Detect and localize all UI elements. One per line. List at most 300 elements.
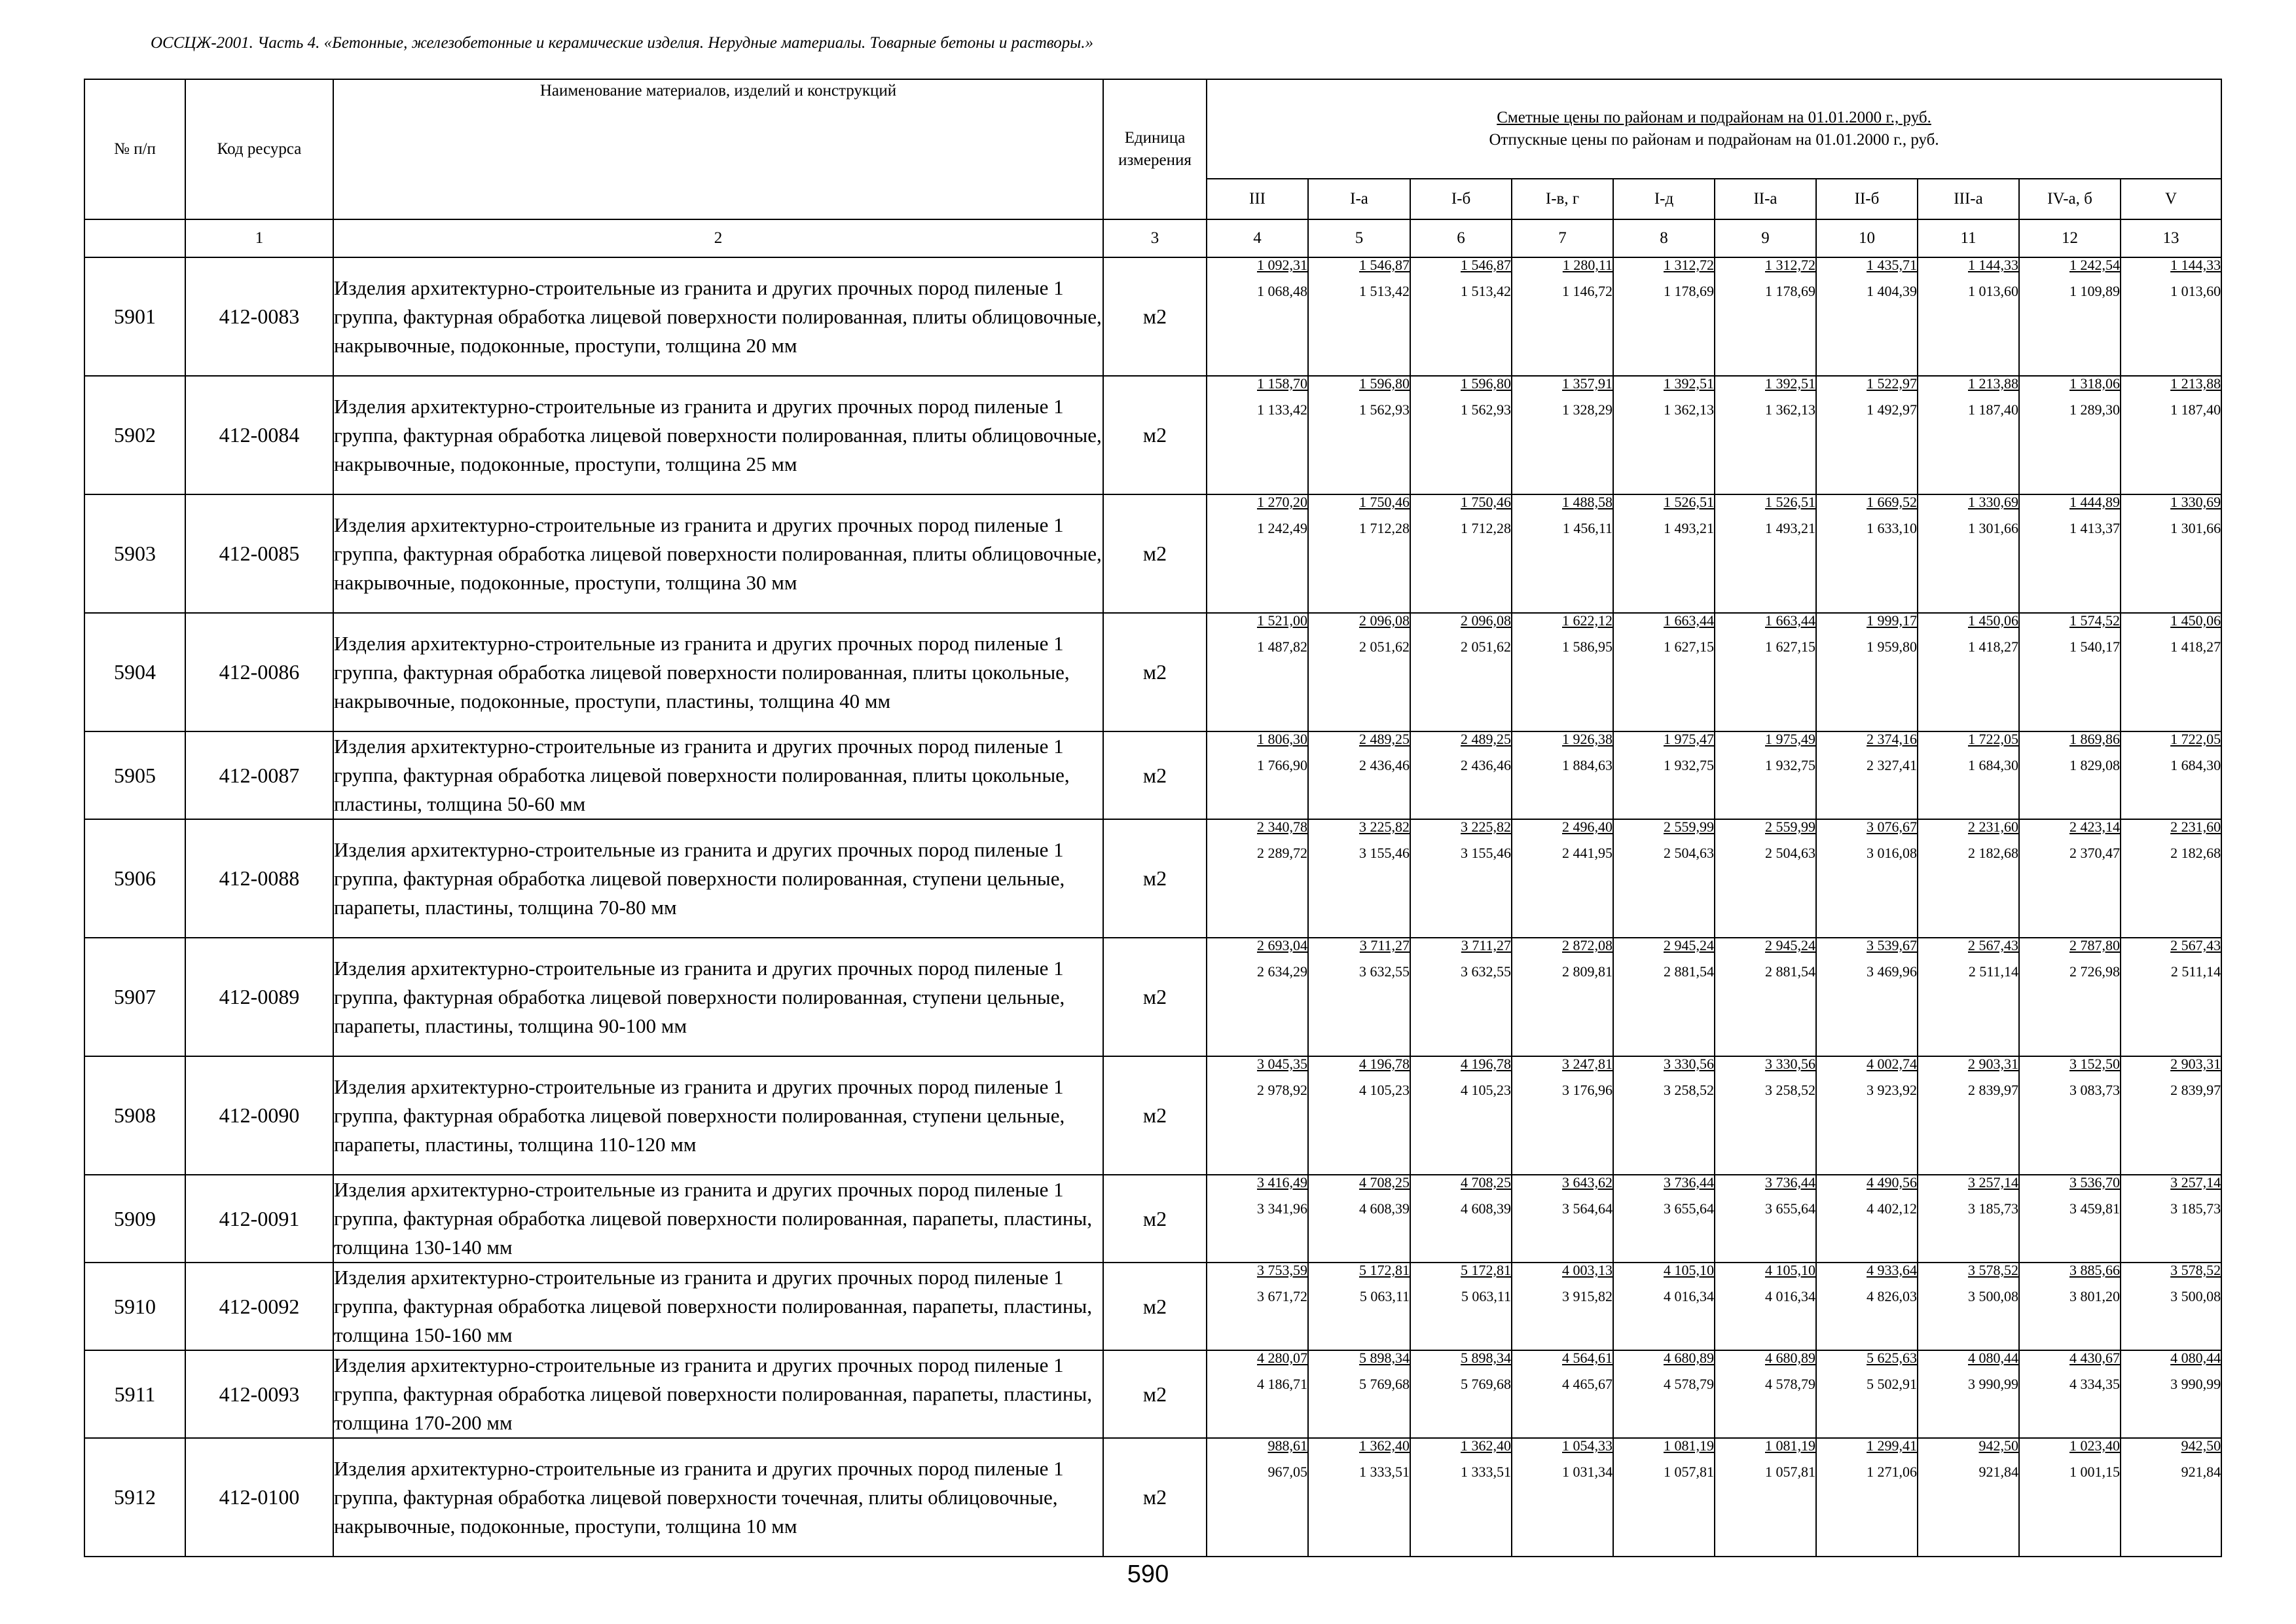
release-price: 4 186,71: [1257, 1376, 1307, 1392]
estimate-price: 1 444,89: [2069, 494, 2120, 510]
estimate-price: 4 196,78: [1461, 1056, 1511, 1072]
region-header: III-а: [1918, 179, 2019, 219]
price-cell: [2121, 1350, 2221, 1438]
estimate-price: 4 680,89: [1765, 1350, 1815, 1366]
release-price: 3 258,52: [1765, 1082, 1815, 1098]
release-price: 1 242,49: [1257, 520, 1307, 536]
price-cell: [1918, 257, 2019, 376]
release-price: 2 289,72: [1257, 845, 1307, 861]
estimate-price: 2 496,40: [1562, 819, 1613, 835]
region-header: IV-а, б: [2019, 179, 2121, 219]
unit-of-measure: м2: [1103, 376, 1207, 494]
price-cell: [1613, 257, 1715, 376]
price-cell: [1512, 494, 1613, 613]
price-cell: [1715, 1438, 1816, 1557]
estimate-price: 2 787,80: [2069, 937, 2120, 953]
estimate-price: 1 521,00: [1257, 612, 1307, 629]
release-price: 3 459,81: [2069, 1200, 2120, 1217]
price-cell: [1816, 938, 1918, 1056]
estimate-price: 3 736,44: [1765, 1174, 1815, 1190]
price-cell: [1918, 1438, 2019, 1557]
unit-of-measure: м2: [1103, 257, 1207, 376]
release-price: 1 187,40: [1968, 401, 2018, 418]
release-price: 1 540,17: [2069, 638, 2120, 655]
release-price: 4 016,34: [1765, 1288, 1815, 1304]
release-price: 1 959,80: [1867, 638, 1917, 655]
estimate-price: 4 708,25: [1461, 1174, 1511, 1190]
price-cell: [1512, 1438, 1613, 1557]
price-cell: [1410, 1056, 1512, 1175]
estimate-price: 3 578,52: [2170, 1262, 2221, 1278]
price-cell: [1918, 1350, 2019, 1438]
estimate-price: 5 625,63: [1867, 1350, 1917, 1366]
estimate-price: 1 596,80: [1461, 375, 1511, 392]
release-price: 1 133,42: [1257, 401, 1307, 418]
release-price: 1 513,42: [1461, 283, 1511, 299]
row-number: 5909: [84, 1175, 185, 1263]
price-cell: [1308, 938, 1410, 1056]
release-price: 2 051,62: [1461, 638, 1511, 655]
col-header-unit: Единица измерения: [1103, 79, 1207, 219]
material-name: Изделия архитектурно-строительные из гранита и других прочных пород пиленые 1 группа, фактурная обработка лицевой поверхности полированная, плиты цокольные, пластины, толщина 50-60 мм: [333, 731, 1103, 819]
release-price: 2 504,63: [1664, 845, 1714, 861]
price-cell: [1613, 494, 1715, 613]
price-cell: [1308, 494, 1410, 613]
material-name: Изделия архитектурно-строительные из гранита и других прочных пород пиленые 1 группа, фактурная обработка лицевой поверхности полированная, ступени цельные, парапеты, пластины, толщина 110-120 мм: [333, 1056, 1103, 1175]
estimate-price: 1 362,40: [1359, 1437, 1410, 1454]
table-row: [84, 1056, 2221, 1175]
price-cell: [2121, 1175, 2221, 1263]
estimate-price: 1 526,51: [1765, 494, 1815, 510]
price-cell: [1613, 376, 1715, 494]
release-price: 1 766,90: [1257, 757, 1307, 773]
resource-code: 412-0092: [185, 1263, 333, 1350]
estimate-price: 1 330,69: [1968, 494, 2018, 510]
release-price: 1 178,69: [1664, 283, 1714, 299]
resource-code: 412-0100: [185, 1438, 333, 1557]
material-name: Изделия архитектурно-строительные из гранита и других прочных пород пиленые 1 группа, фактурная обработка лицевой поверхности полированная, ступени цельные, парапеты, пластины, толщина 70-80 мм: [333, 819, 1103, 938]
resource-code: 412-0088: [185, 819, 333, 938]
estimate-price: 3 257,14: [2170, 1174, 2221, 1190]
index-cell: 13: [2121, 219, 2221, 257]
estimate-price: 3 045,35: [1257, 1056, 1307, 1072]
row-number: 5903: [84, 494, 185, 613]
release-price: 3 500,08: [2170, 1288, 2221, 1304]
release-price: 2 881,54: [1664, 963, 1714, 980]
release-price: 1 333,51: [1359, 1464, 1410, 1480]
estimate-price: 3 257,14: [1968, 1174, 2018, 1190]
estimate-price: 2 340,78: [1257, 819, 1307, 835]
release-price: 4 016,34: [1664, 1288, 1714, 1304]
release-price: 1 712,28: [1461, 520, 1511, 536]
unit-of-measure: м2: [1103, 1438, 1207, 1557]
resource-code: 412-0091: [185, 1175, 333, 1263]
release-price: 2 441,95: [1562, 845, 1613, 861]
release-price: 4 578,79: [1664, 1376, 1714, 1392]
estimate-price: 2 374,16: [1867, 731, 1917, 747]
release-price: 4 105,23: [1461, 1082, 1511, 1098]
price-cell: [1512, 819, 1613, 938]
release-price: 2 370,47: [2069, 845, 2120, 861]
estimate-price: 2 489,25: [1461, 731, 1511, 747]
estimate-price: 5 898,34: [1461, 1350, 1511, 1366]
release-price: 1 932,75: [1664, 757, 1714, 773]
release-price: 3 564,64: [1562, 1200, 1613, 1217]
estimate-price: 1 330,69: [2170, 494, 2221, 510]
price-cell: [1512, 257, 1613, 376]
price-cell: [1715, 731, 1816, 819]
material-name: Изделия архитектурно-строительные из гранита и других прочных пород пиленые 1 группа, фактурная обработка лицевой поверхности полированная, плиты цокольные, накрывочные, подоконные, проступи, пластины, толщина 40 мм: [333, 613, 1103, 731]
price-cell: [1816, 1350, 1918, 1438]
estimate-price: 1 299,41: [1867, 1437, 1917, 1454]
estimate-price: 1 392,51: [1765, 375, 1815, 392]
price-cell: [2019, 494, 2121, 613]
price-cell: [1410, 1263, 1512, 1350]
index-cell: 8: [1613, 219, 1715, 257]
estimate-price: 1 081,19: [1765, 1437, 1815, 1454]
index-cell: 1: [185, 219, 333, 257]
price-cell: [1613, 938, 1715, 1056]
price-cell: [1918, 1263, 2019, 1350]
price-cell: [2121, 938, 2221, 1056]
estimate-price: 1 999,17: [1867, 612, 1917, 629]
estimate-price: 1 546,87: [1461, 257, 1511, 273]
release-price: 4 608,39: [1359, 1200, 1410, 1217]
resource-code: 412-0084: [185, 376, 333, 494]
price-cell: [1613, 1263, 1715, 1350]
release-price: 1 627,15: [1765, 638, 1815, 655]
estimate-price: 2 567,43: [1968, 937, 2018, 953]
price-cell: [1613, 613, 1715, 731]
release-price: 2 809,81: [1562, 963, 1613, 980]
material-name: Изделия архитектурно-строительные из гранита и других прочных пород пиленые 1 группа, фактурная обработка лицевой поверхности полированная, ступени цельные, парапеты, пластины, толщина 90-100 мм: [333, 938, 1103, 1056]
price-cell: [1715, 1056, 1816, 1175]
release-price: 921,84: [2181, 1464, 2221, 1480]
estimate-price: 2 231,60: [1968, 819, 2018, 835]
estimate-price: 1 975,47: [1664, 731, 1714, 747]
estimate-price: 2 096,08: [1359, 612, 1410, 629]
release-price: 3 990,99: [2170, 1376, 2221, 1392]
price-cell: [1207, 1056, 1308, 1175]
release-price: 2 839,97: [1968, 1082, 2018, 1098]
unit-of-measure: м2: [1103, 1263, 1207, 1350]
price-cell: [1410, 376, 1512, 494]
resource-code: 412-0089: [185, 938, 333, 1056]
table-row: [84, 376, 2221, 494]
estimate-price: 1 280,11: [1562, 257, 1613, 273]
estimate-price: 1 213,88: [2170, 375, 2221, 392]
estimate-price: 2 693,04: [1257, 937, 1307, 953]
region-header: I-б: [1410, 179, 1512, 219]
estimate-price: 1 213,88: [1968, 375, 2018, 392]
price-cell: [1918, 376, 2019, 494]
material-name: Изделия архитектурно-строительные из гранита и других прочных пород пиленые 1 группа, фактурная обработка лицевой поверхности полированная, плиты облицовочные, накрывочные, подоконные, проступи, толщина 25 мм: [333, 376, 1103, 494]
release-price: 4 608,39: [1461, 1200, 1511, 1217]
price-cell: [2121, 731, 2221, 819]
price-cell: [1816, 731, 1918, 819]
price-cell: [1512, 938, 1613, 1056]
release-price: 2 436,46: [1461, 757, 1511, 773]
release-price: 2 634,29: [1257, 963, 1307, 980]
table-row: [84, 1350, 2221, 1438]
release-price: 3 016,08: [1867, 845, 1917, 861]
estimate-price: 1 722,05: [1968, 731, 2018, 747]
release-price: 2 436,46: [1359, 757, 1410, 773]
estimate-price: 3 711,27: [1359, 937, 1410, 953]
price-cell: [2121, 257, 2221, 376]
prices-header-release: Отпускные цены по районам и подрайонам на 01.01.2000 г., руб.: [1489, 131, 1939, 149]
estimate-price: 1 663,44: [1765, 612, 1815, 629]
index-cell: 11: [1918, 219, 2019, 257]
estimate-price: 1 392,51: [1664, 375, 1714, 392]
release-price: 3 176,96: [1562, 1082, 1613, 1098]
resource-code: 412-0085: [185, 494, 333, 613]
row-number: 5905: [84, 731, 185, 819]
release-price: 1 932,75: [1765, 757, 1815, 773]
price-cell: [1207, 1438, 1308, 1557]
prices-header-estimate: Сметные цены по районам и подрайонам на 01.01.2000 г., руб.: [1497, 109, 1931, 127]
release-price: 3 155,46: [1359, 845, 1410, 861]
price-cell: [2019, 1263, 2121, 1350]
estimate-price: 1 081,19: [1664, 1437, 1714, 1454]
price-cell: [1207, 819, 1308, 938]
estimate-price: 2 567,43: [2170, 937, 2221, 953]
release-price: 1 178,69: [1765, 283, 1815, 299]
estimate-price: 3 885,66: [2069, 1262, 2120, 1278]
estimate-price: 4 080,44: [2170, 1350, 2221, 1366]
release-price: 1 404,39: [1867, 283, 1917, 299]
price-cell: [1410, 1175, 1512, 1263]
price-cell: [2019, 613, 2121, 731]
estimate-price: 1 357,91: [1562, 375, 1613, 392]
estimate-price: 4 196,78: [1359, 1056, 1410, 1072]
price-cell: [1512, 1175, 1613, 1263]
price-cell: [1918, 731, 2019, 819]
release-price: 3 990,99: [1968, 1376, 2018, 1392]
release-price: 3 655,64: [1765, 1200, 1815, 1217]
row-number: 5907: [84, 938, 185, 1056]
index-cell: 12: [2019, 219, 2121, 257]
release-price: 3 801,20: [2069, 1288, 2120, 1304]
release-price: 1 301,66: [2170, 520, 2221, 536]
release-price: 2 504,63: [1765, 845, 1815, 861]
price-cell: [1613, 819, 1715, 938]
release-price: 1 068,48: [1257, 283, 1307, 299]
estimate-price: 942,50: [1978, 1437, 2018, 1454]
release-price: 1 333,51: [1461, 1464, 1511, 1480]
estimate-price: 1 092,31: [1257, 257, 1307, 273]
release-price: 1 586,95: [1562, 638, 1613, 655]
estimate-price: 1 975,49: [1765, 731, 1815, 747]
price-cell: [1715, 1175, 1816, 1263]
price-cell: [1816, 1263, 1918, 1350]
release-price: 1 487,82: [1257, 638, 1307, 655]
estimate-price: 4 564,61: [1562, 1350, 1613, 1366]
release-price: 2 182,68: [2170, 845, 2221, 861]
price-cell: [2121, 1056, 2221, 1175]
release-price: 4 826,03: [1867, 1288, 1917, 1304]
price-cell: [1207, 613, 1308, 731]
release-price: 4 334,35: [2069, 1376, 2120, 1392]
price-cell: [1410, 1350, 1512, 1438]
release-price: 3 632,55: [1461, 963, 1511, 980]
release-price: 1 413,37: [2069, 520, 2120, 536]
price-cell: [1207, 1263, 1308, 1350]
region-header: III: [1207, 179, 1308, 219]
index-cell: 2: [333, 219, 1103, 257]
release-price: 1 057,81: [1765, 1464, 1815, 1480]
price-cell: [1410, 257, 1512, 376]
price-cell: [1816, 1175, 1918, 1263]
estimate-price: 1 722,05: [2170, 731, 2221, 747]
estimate-price: 1 312,72: [1664, 257, 1714, 273]
index-cell: 9: [1715, 219, 1816, 257]
region-header: I-а: [1308, 179, 1410, 219]
estimate-price: 2 231,60: [2170, 819, 2221, 835]
estimate-price: 3 225,82: [1359, 819, 1410, 835]
release-price: 3 185,73: [2170, 1200, 2221, 1217]
estimate-price: 1 750,46: [1461, 494, 1511, 510]
release-price: 1 187,40: [2170, 401, 2221, 418]
unit-of-measure: м2: [1103, 1350, 1207, 1438]
estimate-price: 1 522,97: [1867, 375, 1917, 392]
release-price: 967,05: [1267, 1464, 1307, 1480]
resource-code: 412-0090: [185, 1056, 333, 1175]
price-cell: [2121, 494, 2221, 613]
index-cell: 6: [1410, 219, 1512, 257]
estimate-price: 1 144,33: [1968, 257, 2018, 273]
estimate-price: 988,61: [1267, 1437, 1307, 1454]
release-price: 5 769,68: [1359, 1376, 1410, 1392]
release-price: 1 684,30: [1968, 757, 2018, 773]
price-cell: [1816, 376, 1918, 494]
unit-of-measure: м2: [1103, 731, 1207, 819]
release-price: 1 712,28: [1359, 520, 1410, 536]
estimate-price: 3 736,44: [1664, 1174, 1714, 1190]
estimate-price: 1 926,38: [1562, 731, 1613, 747]
release-price: 1 057,81: [1664, 1464, 1714, 1480]
release-price: 1 271,06: [1867, 1464, 1917, 1480]
price-cell: [1816, 613, 1918, 731]
release-price: 1 146,72: [1562, 283, 1613, 299]
release-price: 1 627,15: [1664, 638, 1714, 655]
price-table: [84, 79, 2222, 1557]
estimate-price: 1 158,70: [1257, 375, 1307, 392]
price-cell: [1512, 1350, 1613, 1438]
estimate-price: 1 596,80: [1359, 375, 1410, 392]
table-row: [84, 731, 2221, 819]
price-cell: [2019, 1350, 2121, 1438]
estimate-price: 2 559,99: [1664, 819, 1714, 835]
table-row: [84, 1175, 2221, 1263]
estimate-price: 5 172,81: [1359, 1262, 1410, 1278]
price-cell: [2019, 1438, 2121, 1557]
resource-code: 412-0087: [185, 731, 333, 819]
estimate-price: 3 152,50: [2069, 1056, 2120, 1072]
price-cell: [1816, 1438, 1918, 1557]
release-price: 1 633,10: [1867, 520, 1917, 536]
index-cell: 7: [1512, 219, 1613, 257]
estimate-price: 4 080,44: [1968, 1350, 2018, 1366]
estimate-price: 1 270,20: [1257, 494, 1307, 510]
estimate-price: 1 488,58: [1562, 494, 1613, 510]
price-cell: [2121, 819, 2221, 938]
unit-of-measure: м2: [1103, 613, 1207, 731]
price-cell: [1410, 494, 1512, 613]
estimate-price: 1 663,44: [1664, 612, 1714, 629]
estimate-price: 4 002,74: [1867, 1056, 1917, 1072]
estimate-price: 1 750,46: [1359, 494, 1410, 510]
estimate-price: 1 806,30: [1257, 731, 1307, 747]
release-price: 3 500,08: [1968, 1288, 2018, 1304]
estimate-price: 4 933,64: [1867, 1262, 1917, 1278]
unit-of-measure: м2: [1103, 938, 1207, 1056]
release-price: 3 923,92: [1867, 1082, 1917, 1098]
estimate-price: 3 330,56: [1664, 1056, 1714, 1072]
material-name: Изделия архитектурно-строительные из гранита и других прочных пород пиленые 1 группа, фактурная обработка лицевой поверхности полированная, парапеты, пластины, толщина 130-140 мм: [333, 1175, 1103, 1263]
estimate-price: 4 430,67: [2069, 1350, 2120, 1366]
table-row: [84, 1263, 2221, 1350]
price-cell: [1308, 613, 1410, 731]
estimate-price: 1 622,12: [1562, 612, 1613, 629]
price-cell: [1715, 819, 1816, 938]
estimate-price: 2 489,25: [1359, 731, 1410, 747]
estimate-price: 1 546,87: [1359, 257, 1410, 273]
price-cell: [1918, 1175, 2019, 1263]
unit-of-measure: м2: [1103, 1175, 1207, 1263]
price-cell: [1715, 376, 1816, 494]
release-price: 5 769,68: [1461, 1376, 1511, 1392]
price-cell: [1207, 1350, 1308, 1438]
row-number: 5911: [84, 1350, 185, 1438]
price-cell: [2019, 257, 2121, 376]
release-price: 1 328,29: [1562, 401, 1613, 418]
estimate-price: 1 669,52: [1867, 494, 1917, 510]
price-cell: [1512, 1056, 1613, 1175]
estimate-price: 4 003,13: [1562, 1262, 1613, 1278]
estimate-price: 5 172,81: [1461, 1262, 1511, 1278]
price-cell: [1207, 1175, 1308, 1263]
release-price: 2 182,68: [1968, 845, 2018, 861]
release-price: 3 655,64: [1664, 1200, 1714, 1217]
estimate-price: 4 708,25: [1359, 1174, 1410, 1190]
table-row: [84, 257, 2221, 376]
release-price: 4 465,67: [1562, 1376, 1613, 1392]
estimate-price: 1 869,86: [2069, 731, 2120, 747]
release-price: 4 105,23: [1359, 1082, 1410, 1098]
price-cell: [1410, 1438, 1512, 1557]
unit-of-measure: м2: [1103, 494, 1207, 613]
price-cell: [1308, 1056, 1410, 1175]
material-name: Изделия архитектурно-строительные из гранита и других прочных пород пиленые 1 группа, фактурная обработка лицевой поверхности точечная, плиты облицовочные, накрывочные, подоконные, проступи, толщина 10 мм: [333, 1438, 1103, 1557]
release-price: 4 578,79: [1765, 1376, 1815, 1392]
estimate-price: 1 023,40: [2069, 1437, 2120, 1454]
price-cell: [1918, 613, 2019, 731]
index-cell: 4: [1207, 219, 1308, 257]
release-price: 1 418,27: [2170, 638, 2221, 655]
price-cell: [1715, 1350, 1816, 1438]
resource-code: 412-0083: [185, 257, 333, 376]
price-cell: [1918, 819, 2019, 938]
release-price: 1 562,93: [1461, 401, 1511, 418]
col-header-prices: [1207, 79, 2221, 179]
price-cell: [1613, 1350, 1715, 1438]
release-price: 2 978,92: [1257, 1082, 1307, 1098]
estimate-price: 1 144,33: [2170, 257, 2221, 273]
release-price: 3 258,52: [1664, 1082, 1714, 1098]
price-cell: [1207, 257, 1308, 376]
estimate-price: 1 362,40: [1461, 1437, 1511, 1454]
